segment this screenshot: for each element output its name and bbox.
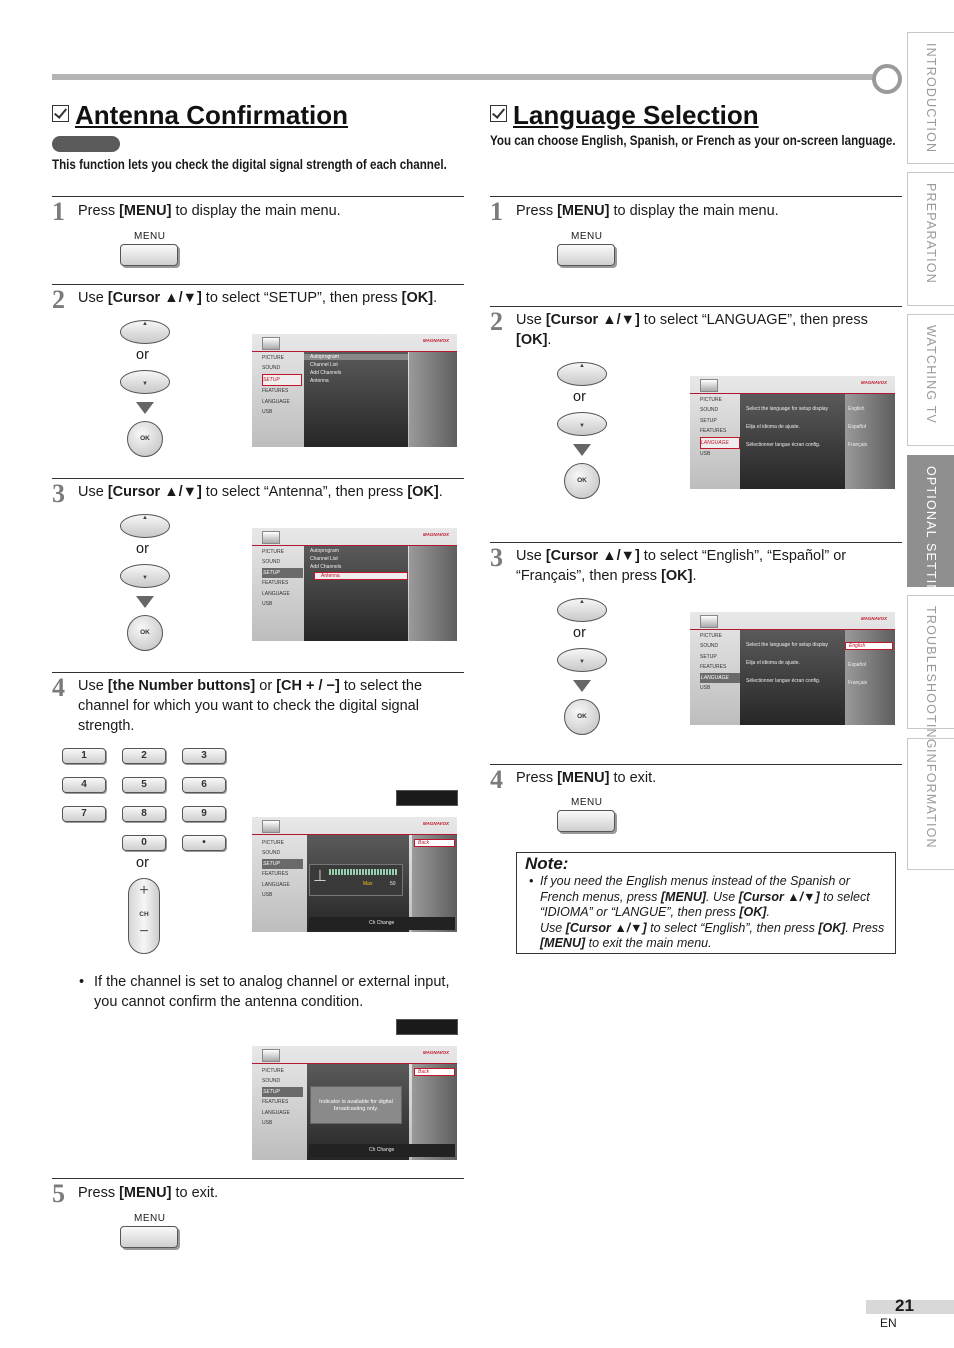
number-button-5: 5 — [122, 777, 166, 793]
or-label: or — [573, 389, 586, 405]
tv-screen-language — [690, 376, 895, 489]
lang-step-2-text: Use [Cursor ▲/▼] to select “LANGUAGE”, then press [OK]. — [516, 312, 868, 348]
tv-icon — [700, 379, 718, 392]
note-title: Note: — [525, 854, 569, 873]
top-ring-ornament — [872, 64, 902, 94]
tv-screen-signal — [252, 817, 457, 932]
note-text: If you need the English menus instead of the Spanish or French menus, press [MENU]. Use [Cursor ▲/▼] to select “IDIOMA” or “LANGUE”, then press [OK]. Use [Cursor ▲/▼] to select “English”, then press [OK]. Press [MENU] to exit the main menu. — [540, 874, 885, 950]
bullet-dot: • — [79, 974, 85, 990]
signal-bar — [329, 869, 397, 875]
channel-banner — [396, 1019, 458, 1035]
ok-button: OK — [564, 463, 600, 499]
tv-screen-analog — [252, 1046, 457, 1160]
menu-button — [557, 244, 615, 266]
or-label: or — [573, 625, 586, 641]
step-number: 5 — [52, 1179, 65, 1208]
ok-button: OK — [564, 699, 600, 735]
back-button: Back — [414, 1068, 455, 1076]
step-divider — [52, 196, 464, 197]
minus-icon: − — [139, 923, 149, 940]
language-selection-title: Language Selection — [490, 100, 759, 131]
language-intro-text: You can choose English, Spanish, or French as your on-screen language. — [490, 133, 896, 148]
number-button-4: 4 — [62, 777, 106, 793]
tv-screen-antenna — [252, 528, 457, 641]
language-options-panel: English Español Français — [845, 394, 895, 489]
cursor-down-button: ▼ — [120, 370, 170, 394]
down-arrow-icon — [136, 596, 154, 608]
language-prompt-panel: Select the language for setup display Elija el idioma de ajuste. Sélectionner langue écran config. — [740, 394, 845, 489]
setup-panel: Autoprogram Channel List Add Channels Antenna — [304, 546, 408, 641]
analog-message: Indicator is available for digital broadcasting only. — [310, 1086, 402, 1124]
lang-step-3-text: Use [Cursor ▲/▼] to select “English”, “Español” or “Français”, then press [OK]. — [516, 548, 847, 584]
brand-logo: MAGNAVOX — [860, 380, 887, 385]
screen-menu: PICTURE SOUND SETUP FEATURES LANGUAGE USB — [262, 547, 303, 609]
channel-rocker: + CH − — [128, 878, 160, 954]
antenna-icon: ⊥ — [313, 868, 327, 885]
ch-change-bar: Ch Change — [309, 1144, 455, 1157]
number-button-8: 8 — [122, 806, 166, 822]
back-button: Back — [414, 839, 455, 847]
or-label: or — [136, 347, 149, 363]
tv-screen-language-select — [690, 612, 895, 725]
tv-screen-setup — [252, 334, 457, 447]
number-button-1: 1 — [62, 748, 106, 764]
side-tab-introduction[interactable]: INTRODUCTION — [907, 32, 954, 164]
step-divider — [52, 478, 464, 479]
menu-button-label: MENU — [134, 1213, 166, 1224]
menu-button-label: MENU — [571, 797, 603, 808]
brand-logo: MAGNAVOX — [422, 821, 449, 826]
step-divider — [490, 764, 902, 765]
signal-meter: ⊥ Max 50 — [309, 864, 403, 896]
step-divider — [490, 196, 902, 197]
menu-button — [557, 810, 615, 832]
top-rule — [52, 74, 878, 80]
step-number: 1 — [490, 197, 503, 226]
number-button-2: 2 — [122, 748, 166, 764]
step-number: 1 — [52, 197, 65, 226]
ok-button: OK — [127, 421, 163, 457]
language-prompt-panel: Select the language for setup display Elija el idioma de ajuste. Sélectionner langue écran config. — [740, 630, 845, 725]
number-button-0: 0 — [122, 835, 166, 851]
brand-logo: MAGNAVOX — [422, 1050, 449, 1055]
antenna-intro-text: This function lets you check the digital signal strength of each channel. — [52, 157, 447, 172]
digital-badge — [52, 136, 120, 152]
analog-note-text: If the channel is set to analog channel or external input, you cannot confirm the antenna condition. — [94, 974, 450, 1010]
step-5-text: Press [MENU] to exit. — [78, 1185, 219, 1201]
tv-icon — [262, 337, 280, 350]
brand-logo: MAGNAVOX — [422, 338, 449, 343]
side-tab-watching-tv[interactable]: WATCHING TV — [907, 314, 954, 446]
screen-menu: PICTURE SOUND SETUP FEATURES LANGUAGE USB — [700, 631, 741, 693]
down-arrow-icon — [573, 680, 591, 692]
channel-banner — [396, 790, 458, 806]
side-tab-preparation[interactable]: PREPARATION — [907, 172, 954, 306]
plus-icon: + — [139, 882, 149, 899]
side-tab-optional-setting[interactable]: OPTIONAL SETTING — [907, 455, 954, 587]
ch-change-bar: Ch Change — [309, 917, 455, 930]
note-box — [516, 852, 896, 954]
number-button-7: 7 — [62, 806, 106, 822]
menu-button-label: MENU — [571, 231, 603, 242]
cursor-up-button: ▲ — [557, 598, 607, 622]
cursor-up-button: ▲ — [557, 362, 607, 386]
cursor-down-button: ▼ — [557, 412, 607, 436]
tv-icon — [262, 1049, 280, 1062]
step-2-text: Use [Cursor ▲/▼] to select “SETUP”, then press [OK]. — [78, 290, 438, 306]
tv-icon — [262, 531, 280, 544]
step-4-text: Use [the Number buttons] or [CH + / −] to select the channel for which you want to check the digital signal strength. — [78, 678, 423, 734]
or-label: or — [136, 541, 149, 557]
or-label: or — [136, 855, 149, 871]
menu-button — [120, 1226, 178, 1248]
number-button-9: 9 — [182, 806, 226, 822]
step-divider — [52, 1178, 464, 1179]
brand-logo: MAGNAVOX — [860, 616, 887, 621]
side-tab-troubleshooting[interactable]: TROUBLESHOOTING — [907, 595, 954, 729]
step-number: 3 — [52, 479, 65, 508]
side-tab-information[interactable]: INFORMATION — [907, 738, 954, 870]
language-options-panel: English Español Français — [845, 630, 895, 725]
cursor-down-button: ▼ — [120, 564, 170, 588]
cursor-down-button: ▼ — [557, 648, 607, 672]
step-1-text: Press [MENU] to display the main menu. — [78, 203, 341, 219]
brand-logo: MAGNAVOX — [422, 532, 449, 537]
antenna-confirmation-title: Antenna Confirmation — [52, 100, 348, 131]
screen-menu: PICTURE SOUND SETUP FEATURES LANGUAGE USB — [700, 395, 740, 459]
step-number: 2 — [52, 285, 65, 314]
step-divider — [490, 542, 902, 543]
number-button-dot: • — [182, 835, 226, 851]
lang-step-4-text: Press [MENU] to exit. — [516, 770, 657, 786]
step-number: 4 — [52, 673, 65, 702]
number-button-6: 6 — [182, 777, 226, 793]
step-divider — [52, 672, 464, 673]
menu-button-label: MENU — [134, 231, 166, 242]
ok-button: OK — [127, 615, 163, 651]
number-button-3: 3 — [182, 748, 226, 764]
step-number: 4 — [490, 765, 503, 794]
down-arrow-icon — [136, 402, 154, 414]
menu-button — [120, 244, 178, 266]
tv-icon — [262, 820, 280, 833]
lang-step-1-text: Press [MENU] to display the main menu. — [516, 203, 779, 219]
tv-icon — [700, 615, 718, 628]
cursor-up-button: ▲ — [120, 320, 170, 344]
down-arrow-icon — [573, 444, 591, 456]
checkbox-icon — [490, 105, 507, 122]
step-divider — [490, 306, 902, 307]
setup-panel: Autoprogram Channel List Add Channels Antenna — [304, 352, 408, 447]
step-divider — [52, 284, 464, 285]
screen-menu: PICTURE SOUND SETUP FEATURES LANGUAGE USB — [262, 353, 302, 417]
language-code: EN — [880, 1316, 897, 1330]
step-number: 2 — [490, 307, 503, 336]
checkbox-icon — [52, 105, 69, 122]
step-number: 3 — [490, 543, 503, 572]
note-bullet: • — [529, 874, 534, 888]
cursor-up-button: ▲ — [120, 514, 170, 538]
page-number: 21 — [895, 1296, 914, 1315]
screen-menu: PICTURE SOUND SETUP FEATURES LANGUAGE USB — [262, 1066, 303, 1128]
screen-menu: PICTURE SOUND SETUP FEATURES LANGUAGE USB — [262, 838, 303, 900]
step-3-text: Use [Cursor ▲/▼] to select “Antenna”, then press [OK]. — [78, 484, 443, 500]
